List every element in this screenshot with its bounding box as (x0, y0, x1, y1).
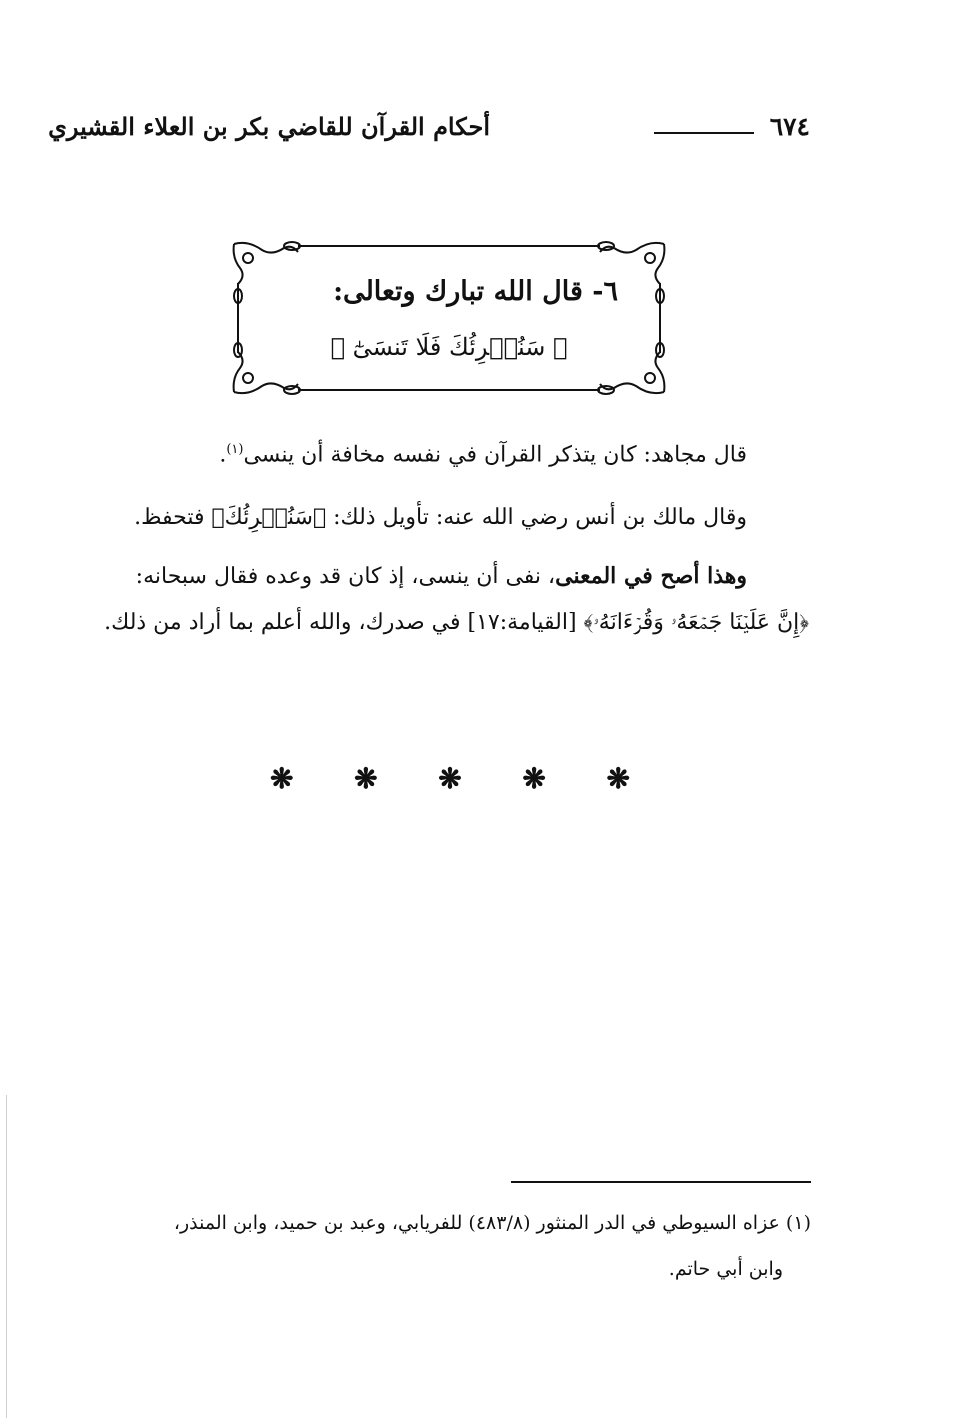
paragraph-1 (219, 442, 747, 467)
paragraph-3 (136, 563, 747, 589)
paragraph-4: ﴿إِنَّ عَلَيۡنَا جَمۡعَهُۥ وَقُرۡءَانَهُۥ﴾ [القيامة:١٧] في صدرك، والله أعلم بما أراد من ذلك. (104, 610, 809, 635)
paragraph-3-emphasis: وهذا أصح في المعنى (555, 563, 747, 589)
separator-star: ❋ (354, 762, 378, 795)
book-title: أحكام القرآن للقاضي بكر بن العلاء القشيري (48, 112, 490, 141)
footnote-line-1: (١) عزاه السيوطي في الدر المنثور (٤٨٣/٨) للفريابي، وعبد بن حميد، وابن المنذر، (173, 1212, 811, 1234)
paragraph-1-end: . (219, 442, 227, 468)
scan-margin-line (6, 1095, 7, 1418)
footnote-rule (511, 1181, 811, 1183)
paragraph-3-text: ، نفى أن ينسى، إذ كان قد وعده فقال سبحانه: (135, 564, 556, 589)
separator-star: ❋ (606, 762, 630, 795)
running-header (48, 110, 810, 150)
paragraph-2: وقال مالك بن أنس رضي الله عنه: تأويل ذلك: ﴿سَنُقۡرِئُكَ﴾ فتحفظ. (134, 505, 747, 530)
separator-star: ❋ (438, 762, 462, 795)
section-heading: ٦- قال الله تبارك وتعالى: (333, 276, 618, 307)
footnote-line-2: وابن أبي حاتم. (668, 1258, 783, 1280)
page-number: ٦٧٤ (769, 112, 810, 141)
ornamental-border (228, 238, 670, 396)
separator-star: ❋ (270, 762, 294, 795)
header-rule (654, 132, 754, 134)
separator-star: ❋ (522, 762, 546, 795)
footnote-reference: (١) (226, 442, 244, 457)
quranic-verse: ﴿ سَنُقۡرِئُكَ فَلَا تَنسَىٰٓ ﴾ (330, 333, 568, 361)
paragraph-1-text: قال مجاهد: كان يتذكر القرآن في نفسه مخافة أن ينسى (243, 442, 747, 468)
section-separator (270, 762, 630, 795)
ornamental-title-frame (228, 238, 670, 396)
